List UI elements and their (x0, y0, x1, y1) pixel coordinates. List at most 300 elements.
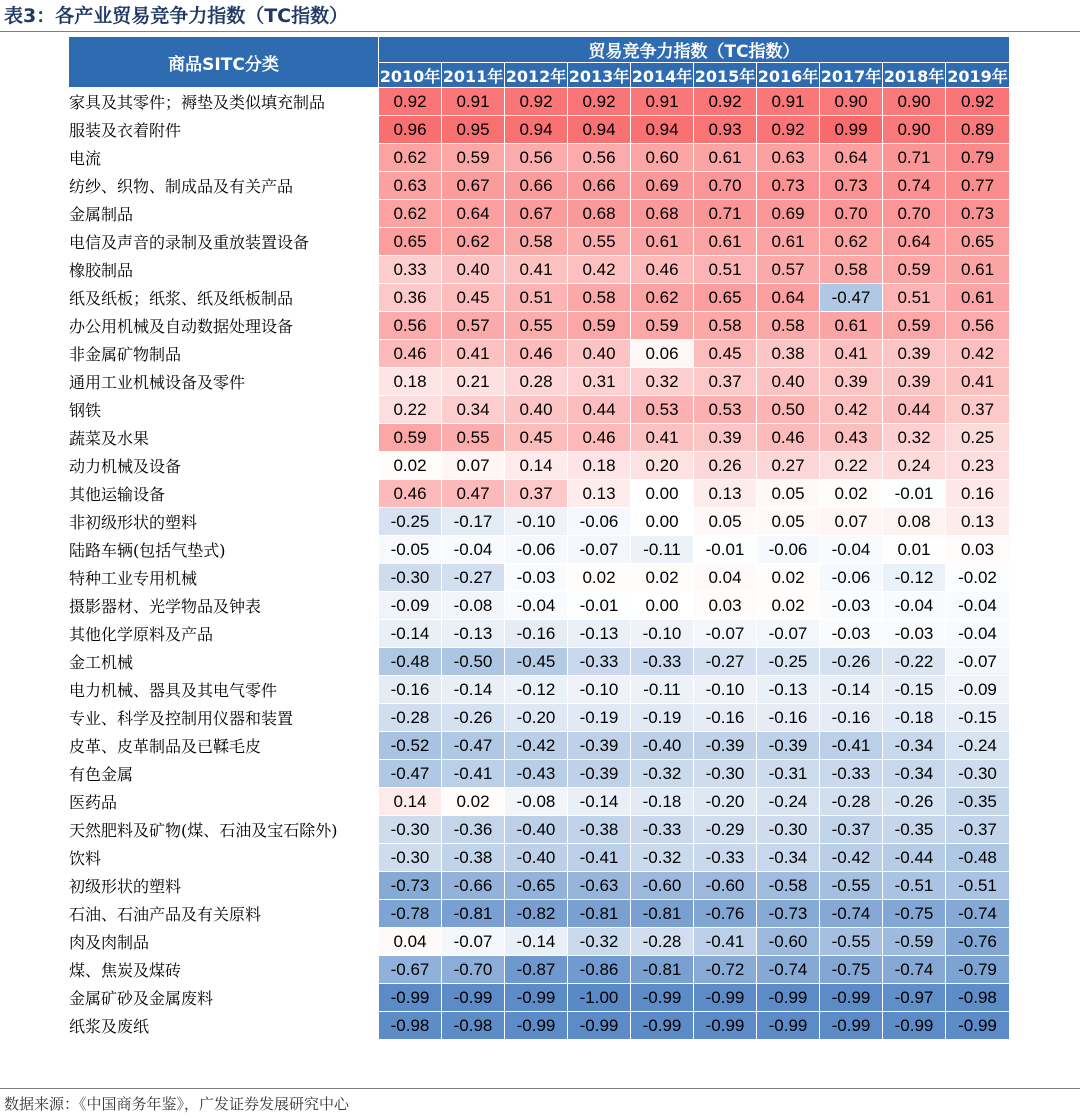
tc-value-cell: 0.18 (568, 452, 631, 480)
tc-value-cell: 0.02 (568, 564, 631, 592)
tc-value-cell: 0.61 (820, 312, 883, 340)
tc-value-cell: 0.38 (757, 340, 820, 368)
tc-value-cell: 0.46 (379, 340, 442, 368)
category-label: 天然肥料及矿物(煤、石油及宝石除外) (69, 816, 379, 844)
tc-value-cell: -0.74 (757, 956, 820, 984)
tc-value-cell: -0.07 (442, 928, 505, 956)
tc-value-cell: 0.00 (631, 592, 694, 620)
tc-value-cell: 0.27 (757, 452, 820, 480)
source-divider (0, 1088, 1080, 1089)
tc-value-cell: 0.21 (442, 368, 505, 396)
tc-value-cell: 0.41 (505, 256, 568, 284)
tc-value-cell: -0.99 (694, 984, 757, 1012)
table-row (69, 564, 1010, 592)
tc-value-cell: -0.24 (946, 732, 1010, 760)
tc-value-cell: -0.39 (757, 732, 820, 760)
tc-value-cell: 0.36 (379, 284, 442, 312)
category-label: 其他化学原料及产品 (69, 620, 379, 648)
tc-value-cell: 0.45 (694, 340, 757, 368)
tc-value-cell: -0.06 (505, 536, 568, 564)
tc-value-cell: 0.90 (820, 88, 883, 116)
tc-value-cell: 0.41 (946, 368, 1010, 396)
tc-value-cell: 0.59 (883, 312, 946, 340)
tc-value-cell: 0.62 (379, 144, 442, 172)
tc-value-cell: 0.92 (757, 116, 820, 144)
tc-value-cell: -0.37 (820, 816, 883, 844)
tc-value-cell: -0.67 (379, 956, 442, 984)
tc-value-cell: -0.86 (568, 956, 631, 984)
tc-value-cell: 0.13 (694, 480, 757, 508)
tc-value-cell: 0.64 (820, 144, 883, 172)
tc-value-cell: 0.58 (820, 256, 883, 284)
tc-value-cell: -0.03 (820, 620, 883, 648)
tc-value-cell: 0.05 (757, 480, 820, 508)
tc-value-cell: -0.99 (820, 1012, 883, 1040)
tc-value-cell: -0.51 (946, 872, 1010, 900)
tc-value-cell: 0.62 (379, 200, 442, 228)
category-label: 非初级形状的塑料 (69, 508, 379, 536)
tc-value-cell: -0.87 (505, 956, 568, 984)
tc-value-cell: -0.39 (568, 760, 631, 788)
tc-value-cell: -0.75 (820, 956, 883, 984)
table-row (69, 760, 1010, 788)
tc-value-cell: 0.56 (505, 144, 568, 172)
tc-value-cell: 0.47 (442, 480, 505, 508)
tc-value-cell: 0.34 (442, 396, 505, 424)
tc-value-cell: -0.16 (694, 704, 757, 732)
tc-value-cell: -0.33 (631, 816, 694, 844)
year-header: 2013年 (568, 63, 631, 88)
tc-value-cell: 0.57 (757, 256, 820, 284)
table-row (69, 536, 1010, 564)
tc-value-cell: -0.16 (379, 676, 442, 704)
tc-value-cell: -0.43 (505, 760, 568, 788)
tc-value-cell: -0.04 (883, 592, 946, 620)
table-row (69, 872, 1010, 900)
tc-value-cell: 0.59 (442, 144, 505, 172)
tc-value-cell: 0.73 (757, 172, 820, 200)
table-row (69, 340, 1010, 368)
tc-value-cell: 0.95 (442, 116, 505, 144)
tc-value-cell: 0.61 (694, 228, 757, 256)
tc-value-cell: 0.59 (568, 312, 631, 340)
category-label: 办公用机械及自动数据处理设备 (69, 312, 379, 340)
tc-value-cell: -0.50 (442, 648, 505, 676)
tc-value-cell: -0.01 (883, 480, 946, 508)
tc-value-cell: -0.38 (568, 816, 631, 844)
tc-value-cell: 0.43 (820, 424, 883, 452)
tc-value-cell: -0.41 (820, 732, 883, 760)
category-label: 电流 (69, 144, 379, 172)
tc-value-cell: -0.10 (631, 620, 694, 648)
tc-value-cell: -0.07 (568, 536, 631, 564)
tc-value-cell: 0.77 (946, 172, 1010, 200)
tc-value-cell: -0.63 (568, 872, 631, 900)
tc-value-cell: 0.91 (442, 88, 505, 116)
tc-value-cell: -0.99 (505, 984, 568, 1012)
tc-value-cell: -0.44 (883, 844, 946, 872)
tc-value-cell: -0.42 (505, 732, 568, 760)
tc-value-cell: 0.04 (694, 564, 757, 592)
tc-value-cell: -0.27 (694, 648, 757, 676)
tc-value-cell: -0.41 (568, 844, 631, 872)
category-label: 家具及其零件；褥垫及类似填充制品 (69, 88, 379, 116)
tc-value-cell: -0.15 (946, 704, 1010, 732)
tc-value-cell: -0.10 (694, 676, 757, 704)
tc-value-cell: 0.55 (442, 424, 505, 452)
tc-value-cell: 0.45 (505, 424, 568, 452)
tc-value-cell: 0.46 (631, 256, 694, 284)
tc-value-cell: 0.61 (946, 284, 1010, 312)
tc-value-cell: 0.37 (946, 396, 1010, 424)
tc-value-cell: -0.65 (505, 872, 568, 900)
tc-value-cell: -0.52 (379, 732, 442, 760)
tc-value-cell: 0.99 (820, 116, 883, 144)
tc-value-cell: 0.37 (505, 480, 568, 508)
category-label: 通用工业机械设备及零件 (69, 368, 379, 396)
tc-value-cell: -0.15 (883, 676, 946, 704)
tc-value-cell: -0.11 (631, 676, 694, 704)
tc-value-cell: -0.01 (568, 592, 631, 620)
tc-value-cell: 0.93 (694, 116, 757, 144)
category-label: 纸浆及废纸 (69, 1012, 379, 1040)
tc-value-cell: 0.51 (694, 256, 757, 284)
table-row (69, 928, 1010, 956)
tc-value-cell: -0.16 (820, 704, 883, 732)
table-row (69, 956, 1010, 984)
tc-value-cell: 0.42 (568, 256, 631, 284)
tc-value-cell: 0.56 (379, 312, 442, 340)
tc-value-cell: -0.04 (505, 592, 568, 620)
category-label: 动力机械及设备 (69, 452, 379, 480)
category-label: 有色金属 (69, 760, 379, 788)
tc-value-cell: -0.40 (505, 816, 568, 844)
table-row (69, 508, 1010, 536)
table-row (69, 228, 1010, 256)
table-row (69, 844, 1010, 872)
year-header: 2011年 (442, 63, 505, 88)
tc-value-cell: 0.64 (883, 228, 946, 256)
tc-value-cell: 0.62 (820, 228, 883, 256)
tc-value-cell: -0.09 (946, 676, 1010, 704)
tc-value-cell: -0.10 (505, 508, 568, 536)
tc-value-cell: -0.12 (883, 564, 946, 592)
tc-value-cell: 0.06 (631, 340, 694, 368)
category-label: 纺纱、织物、制成品及有关产品 (69, 172, 379, 200)
tc-value-cell: 0.22 (379, 396, 442, 424)
tc-value-cell: -0.25 (379, 508, 442, 536)
tc-value-cell: 0.91 (631, 88, 694, 116)
tc-value-cell: -0.99 (631, 1012, 694, 1040)
table-row (69, 648, 1010, 676)
tc-value-cell: -0.81 (568, 900, 631, 928)
table-row (69, 256, 1010, 284)
tc-value-cell: 0.46 (568, 424, 631, 452)
tc-value-cell: 0.63 (757, 144, 820, 172)
tc-value-cell: 0.00 (631, 480, 694, 508)
tc-value-cell: -0.07 (757, 620, 820, 648)
tc-value-cell: 0.46 (505, 340, 568, 368)
tc-value-cell: -0.06 (568, 508, 631, 536)
tc-value-cell: -0.17 (442, 508, 505, 536)
tc-value-cell: 0.39 (883, 368, 946, 396)
tc-value-cell: 0.02 (757, 592, 820, 620)
category-label: 医药品 (69, 788, 379, 816)
tc-value-cell: -0.38 (442, 844, 505, 872)
tc-value-cell: -0.41 (442, 760, 505, 788)
tc-value-cell: 0.96 (379, 116, 442, 144)
tc-value-cell: 0.92 (379, 88, 442, 116)
category-label: 特种工业专用机械 (69, 564, 379, 592)
tc-value-cell: -0.98 (946, 984, 1010, 1012)
table-row (69, 788, 1010, 816)
tc-value-cell: 0.51 (505, 284, 568, 312)
tc-value-cell: 0.13 (568, 480, 631, 508)
tc-value-cell: 0.44 (883, 396, 946, 424)
tc-value-cell: 0.07 (820, 508, 883, 536)
tc-value-cell: -0.98 (379, 1012, 442, 1040)
tc-value-cell: -0.18 (631, 788, 694, 816)
tc-value-cell: -0.60 (631, 872, 694, 900)
tc-value-cell: -0.26 (820, 648, 883, 676)
table-row (69, 200, 1010, 228)
tc-value-cell: 0.13 (946, 508, 1010, 536)
table-title: 表3：各产业贸易竞争力指数（TC指数） (4, 5, 349, 27)
tc-value-cell: 0.56 (568, 144, 631, 172)
tc-value-cell: -0.27 (442, 564, 505, 592)
tc-value-cell: 0.03 (694, 592, 757, 620)
tc-value-cell: 0.65 (694, 284, 757, 312)
tc-value-cell: -0.03 (820, 592, 883, 620)
category-label: 陆路车辆(包括气垫式) (69, 536, 379, 564)
tc-value-cell: -0.29 (694, 816, 757, 844)
tc-value-cell: -0.32 (631, 844, 694, 872)
tc-value-cell: 0.14 (505, 452, 568, 480)
tc-value-cell: 0.07 (442, 452, 505, 480)
tc-value-cell: 0.16 (946, 480, 1010, 508)
tc-value-cell: -0.34 (883, 732, 946, 760)
tc-value-cell: -0.99 (631, 984, 694, 1012)
tc-value-cell: 0.55 (568, 228, 631, 256)
category-label: 蔬菜及水果 (69, 424, 379, 452)
tc-value-cell: -0.06 (820, 564, 883, 592)
tc-value-cell: -1.00 (568, 984, 631, 1012)
tc-value-cell: 0.60 (631, 144, 694, 172)
tc-value-cell: -0.45 (505, 648, 568, 676)
tc-value-cell: 0.63 (379, 172, 442, 200)
tc-value-cell: 0.32 (631, 368, 694, 396)
tc-value-cell: -0.40 (631, 732, 694, 760)
table-row (69, 480, 1010, 508)
tc-value-cell: 0.92 (505, 88, 568, 116)
table-row (69, 172, 1010, 200)
tc-value-cell: -0.76 (946, 928, 1010, 956)
tc-value-cell: -0.82 (505, 900, 568, 928)
tc-value-cell: -0.02 (946, 564, 1010, 592)
tc-value-cell: 0.92 (946, 88, 1010, 116)
category-label: 橡胶制品 (69, 256, 379, 284)
tc-value-cell: -0.10 (568, 676, 631, 704)
tc-value-cell: -0.04 (946, 620, 1010, 648)
tc-value-cell: 0.26 (694, 452, 757, 480)
tc-value-cell: 0.66 (568, 172, 631, 200)
tc-value-cell: 0.57 (442, 312, 505, 340)
tc-value-cell: -0.47 (442, 732, 505, 760)
tc-value-cell: 0.74 (883, 172, 946, 200)
tc-value-cell: 0.61 (694, 144, 757, 172)
tc-value-cell: 0.66 (505, 172, 568, 200)
tc-value-cell: -0.30 (694, 760, 757, 788)
tc-value-cell: -0.55 (820, 872, 883, 900)
tc-value-cell: 0.65 (946, 228, 1010, 256)
tc-value-cell: -0.48 (946, 844, 1010, 872)
tc-value-cell: -0.76 (694, 900, 757, 928)
tc-value-cell: 0.03 (946, 536, 1010, 564)
tc-value-cell: 0.28 (505, 368, 568, 396)
tc-value-cell: -0.33 (568, 648, 631, 676)
tc-value-cell: 0.25 (946, 424, 1010, 452)
tc-value-cell: -0.99 (883, 1012, 946, 1040)
tc-value-cell: 0.31 (568, 368, 631, 396)
table-row (69, 452, 1010, 480)
tc-value-cell: -0.18 (883, 704, 946, 732)
tc-value-cell: -0.14 (442, 676, 505, 704)
tc-value-cell: 0.08 (883, 508, 946, 536)
tc-value-cell: 0.39 (694, 424, 757, 452)
tc-value-cell: 0.14 (379, 788, 442, 816)
category-label: 煤、焦炭及煤砖 (69, 956, 379, 984)
tc-index-table (68, 36, 1010, 1040)
year-header: 2016年 (757, 63, 820, 88)
tc-value-cell: -0.14 (820, 676, 883, 704)
tc-value-cell: 0.55 (505, 312, 568, 340)
year-header: 2012年 (505, 63, 568, 88)
tc-value-cell: -0.81 (631, 900, 694, 928)
tc-value-cell: -0.99 (694, 1012, 757, 1040)
table-row (69, 116, 1010, 144)
tc-value-cell: 0.05 (694, 508, 757, 536)
tc-value-cell: -0.12 (505, 676, 568, 704)
tc-value-cell: -0.99 (379, 984, 442, 1012)
tc-value-cell: 0.64 (442, 200, 505, 228)
tc-value-cell: -0.03 (505, 564, 568, 592)
tc-value-cell: -0.09 (379, 592, 442, 620)
tc-value-cell: -0.32 (568, 928, 631, 956)
tc-value-cell: 0.58 (568, 284, 631, 312)
tc-value-cell: -0.41 (694, 928, 757, 956)
tc-value-cell: 0.33 (379, 256, 442, 284)
tc-value-cell: 0.90 (883, 88, 946, 116)
tc-value-cell: -0.30 (757, 816, 820, 844)
tc-value-cell: 0.94 (505, 116, 568, 144)
tc-value-cell: -0.30 (379, 816, 442, 844)
tc-value-cell: -0.33 (820, 760, 883, 788)
table-row (69, 312, 1010, 340)
tc-value-cell: -0.70 (442, 956, 505, 984)
table-row (69, 1012, 1010, 1040)
tc-value-cell: 0.69 (757, 200, 820, 228)
tc-value-cell: 0.94 (568, 116, 631, 144)
category-header: 商品SITC分类 (69, 37, 379, 88)
tc-value-cell: -0.28 (631, 928, 694, 956)
category-label: 专业、科学及控制用仪器和装置 (69, 704, 379, 732)
tc-value-cell: -0.13 (442, 620, 505, 648)
tc-value-cell: 0.39 (820, 368, 883, 396)
tc-value-cell: -0.99 (442, 984, 505, 1012)
category-label: 肉及肉制品 (69, 928, 379, 956)
tc-value-cell: 0.01 (883, 536, 946, 564)
tc-value-cell: -0.59 (883, 928, 946, 956)
tc-value-cell: -0.03 (883, 620, 946, 648)
tc-value-cell: -0.22 (883, 648, 946, 676)
tc-value-cell: -0.30 (946, 760, 1010, 788)
tc-value-cell: -0.60 (694, 872, 757, 900)
tc-value-cell: 0.59 (631, 312, 694, 340)
table-row (69, 704, 1010, 732)
tc-value-cell: 0.69 (631, 172, 694, 200)
table-row (69, 900, 1010, 928)
tc-value-cell: -0.11 (631, 536, 694, 564)
tc-value-cell: -0.48 (379, 648, 442, 676)
category-label: 皮革、皮革制品及已鞣毛皮 (69, 732, 379, 760)
tc-value-cell: 0.02 (379, 452, 442, 480)
tc-value-cell: 0.62 (631, 284, 694, 312)
table-row (69, 368, 1010, 396)
tc-value-cell: -0.04 (820, 536, 883, 564)
tc-value-cell: -0.04 (946, 592, 1010, 620)
tc-value-cell: -0.97 (883, 984, 946, 1012)
tc-value-cell: -0.99 (505, 1012, 568, 1040)
tc-value-cell: -0.40 (505, 844, 568, 872)
tc-value-cell: 0.62 (442, 228, 505, 256)
tc-value-cell: -0.66 (442, 872, 505, 900)
tc-value-cell: 0.41 (820, 340, 883, 368)
tc-value-cell: 0.58 (757, 312, 820, 340)
tc-value-cell: -0.06 (757, 536, 820, 564)
category-label: 电力机械、器具及其电气零件 (69, 676, 379, 704)
category-label: 钢铁 (69, 396, 379, 424)
tc-value-cell: 0.61 (631, 228, 694, 256)
tc-value-cell: 0.02 (820, 480, 883, 508)
tc-value-cell: -0.33 (631, 648, 694, 676)
tc-value-cell: -0.39 (694, 732, 757, 760)
year-header: 2018年 (883, 63, 946, 88)
tc-value-cell: -0.33 (694, 844, 757, 872)
table-row (69, 732, 1010, 760)
tc-value-cell: 0.40 (757, 368, 820, 396)
tc-value-cell: -0.34 (883, 760, 946, 788)
table-row (69, 144, 1010, 172)
tc-value-cell: 0.46 (757, 424, 820, 452)
tc-value-cell: 0.59 (883, 256, 946, 284)
tc-value-cell: -0.16 (505, 620, 568, 648)
tc-value-cell: -0.99 (568, 1012, 631, 1040)
tc-value-cell: -0.08 (442, 592, 505, 620)
category-label: 电信及声音的录制及重放装置设备 (69, 228, 379, 256)
table-row (69, 88, 1010, 116)
tc-value-cell: 0.94 (631, 116, 694, 144)
tc-value-cell: -0.36 (442, 816, 505, 844)
tc-value-cell: -0.55 (820, 928, 883, 956)
table-row (69, 396, 1010, 424)
tc-value-cell: 0.50 (757, 396, 820, 424)
table-row (69, 676, 1010, 704)
tc-value-cell: -0.99 (757, 984, 820, 1012)
tc-value-cell: 0.39 (883, 340, 946, 368)
tc-value-cell: -0.73 (379, 872, 442, 900)
category-label: 摄影器材、光学物品及钟表 (69, 592, 379, 620)
tc-value-cell: 0.73 (946, 200, 1010, 228)
